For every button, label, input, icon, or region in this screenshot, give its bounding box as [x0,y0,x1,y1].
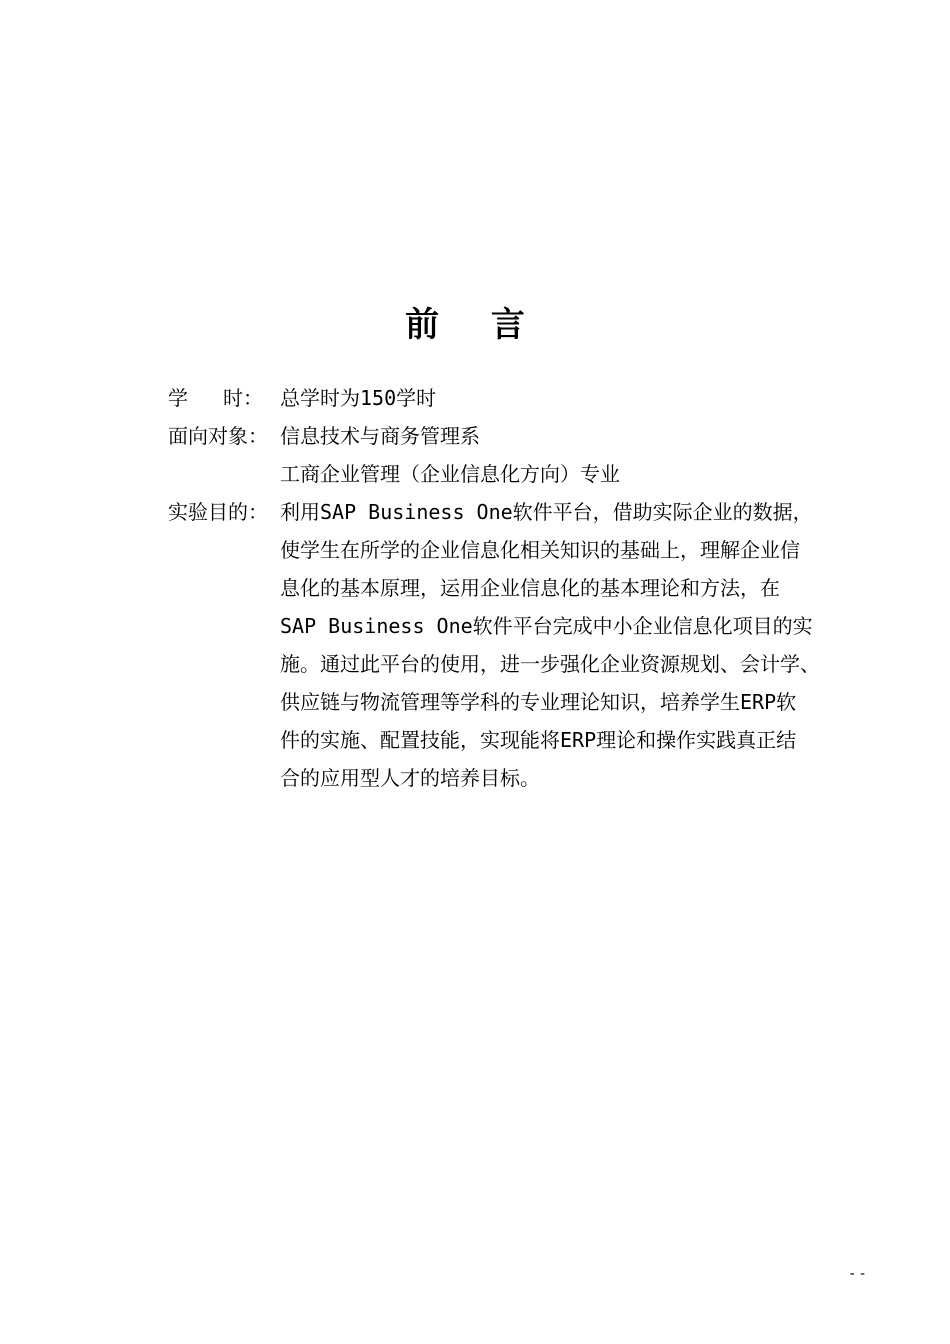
audience-line: 信息技术与商务管理系 [280,424,480,448]
purpose-line: 件的实施、配置技能，实现能将ERP理论和操作实践真正结 [280,728,797,752]
page-title: 前 言 [405,305,545,345]
purpose-line: 供应链与物流管理等学科的专业理论知识，培养学生ERP软 [280,690,797,714]
purpose-line: 使学生在所学的企业信息化相关知识的基础上，理解企业信 [280,538,800,562]
audience-row [168,417,888,493]
audience-value [280,417,888,493]
purpose-line: 息化的基本原理，运用企业信息化的基本理论和方法，在 [280,576,780,600]
purpose-line: SAP Business One软件平台完成中小企业信息化项目的实 [280,614,813,638]
purpose-line: 利用SAP Business One软件平台，借助实际企业的数据， [280,500,813,524]
audience-line: 工商企业管理（企业信息化方向）专业 [280,462,620,486]
hours-label [168,379,263,417]
hours-row [168,379,888,417]
purpose-line: 施。通过此平台的使用，进一步强化企业资源规划、会计学、 [280,652,820,676]
course-info [168,379,888,797]
purpose-label: 实验目的： [168,500,268,524]
purpose-row [168,493,888,797]
hours-label-part-1: 学 [168,386,188,410]
audience-label: 面向对象： [168,424,268,448]
page-footer-mark: -- [848,1266,869,1282]
purpose-line: 合的应用型人才的培养目标。 [280,766,540,790]
hours-label-part-2: 时： [223,386,263,410]
hours-value: 总学时为150学时 [280,386,437,410]
purpose-value [280,493,888,797]
